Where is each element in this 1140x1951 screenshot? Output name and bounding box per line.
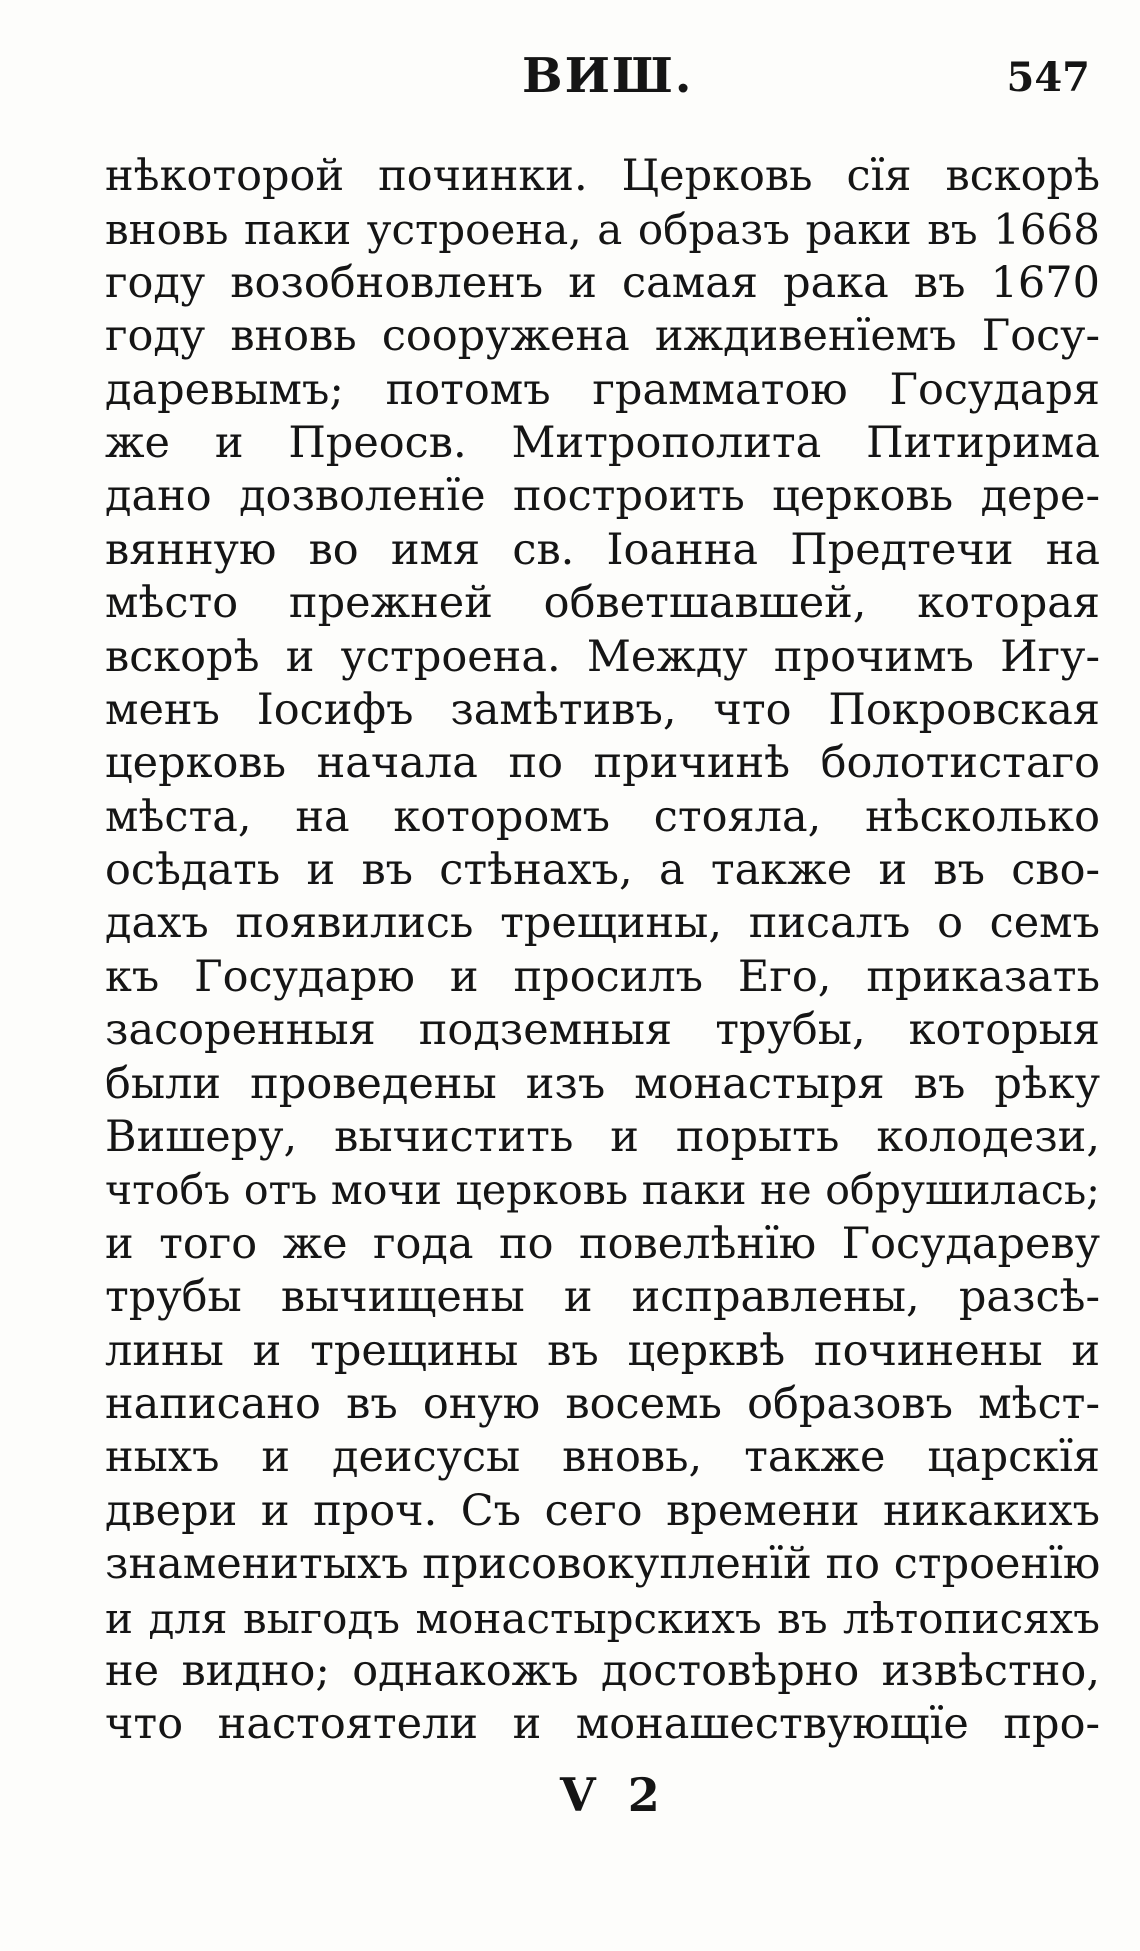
text-line: написано въ оную восемь образовъ мѣст- (105, 1378, 1100, 1429)
text-line: даревымъ; потомъ грамматою Государя (105, 364, 1100, 415)
running-title: ВИШ. (522, 48, 694, 104)
page-number: 547 (1006, 54, 1090, 101)
text-line: церковь начала по причинѣ болотистаго (105, 738, 1100, 789)
text-line: дано дозволенїе построить церковь дере- (105, 471, 1100, 522)
text-line: осѣдать и въ стѣнахъ, а также и въ сво- (105, 845, 1100, 896)
text-line: лины и трещины въ церквѣ починены и (105, 1325, 1100, 1376)
text-line: мѣста, на которомъ стояла, нѣсколько (105, 791, 1100, 842)
running-head (0, 48, 1140, 108)
text-line: ныхъ и деисусы вновь, также царскїя (105, 1432, 1100, 1483)
text-line: къ Государю и просилъ Его, приказать (105, 951, 1100, 1002)
text-line: году возобновленъ и самая рака въ 1670 (105, 257, 1100, 308)
text-line: знаменитыхъ присовокупленїй по строенїю (105, 1539, 1100, 1590)
text-line: Вишеру, вычистить и порыть колодези, (105, 1112, 1100, 1163)
text-line: вянную во имя св. Іоанна Предтечи на (105, 524, 1100, 575)
text-line: и для выгодъ монастырскихъ въ лѣтописяхъ (105, 1593, 1100, 1643)
text-line: двери и проч. Съ сего времени никакихъ (105, 1485, 1100, 1536)
text-line: чтобъ отъ мочи церковь паки не обрушилась; (105, 1166, 1100, 1215)
text-line: мѣсто прежней обветшавшей, которая (105, 578, 1100, 629)
text-line: вновь паки устроена, а образъ раки въ 1668 (105, 205, 1100, 255)
text-line: не видно; однакожъ достовѣрно извѣстно, (105, 1645, 1100, 1696)
text-line: трубы вычищены и исправлены, разсѣ- (105, 1272, 1100, 1323)
text-line: нѣкоторой починки. Церковь сїя вскорѣ (105, 151, 1100, 201)
text-line: были проведены изъ монастыря въ рѣку (105, 1058, 1100, 1109)
signature-mark: V 2 (560, 1768, 668, 1822)
text-line: менъ Іосифъ замѣтивъ, что Покровская (105, 684, 1100, 735)
text-line: и того же года по повелѣнїю Государеву (105, 1218, 1100, 1269)
text-line: что настоятели и монашествующїе про- (105, 1699, 1100, 1750)
text-line: году вновь сооружена иждивенїемъ Госу- (105, 311, 1100, 362)
text-line: же и Преосв. Митрополита Питирима (105, 417, 1100, 468)
text-line: дахъ появились трещины, писалъ о семъ (105, 898, 1100, 949)
text-line: вскорѣ и устроена. Между прочимъ Игу- (105, 631, 1100, 682)
body-text (105, 150, 1100, 1752)
text-line: засоренныя подземныя трубы, которыя (105, 1005, 1100, 1056)
